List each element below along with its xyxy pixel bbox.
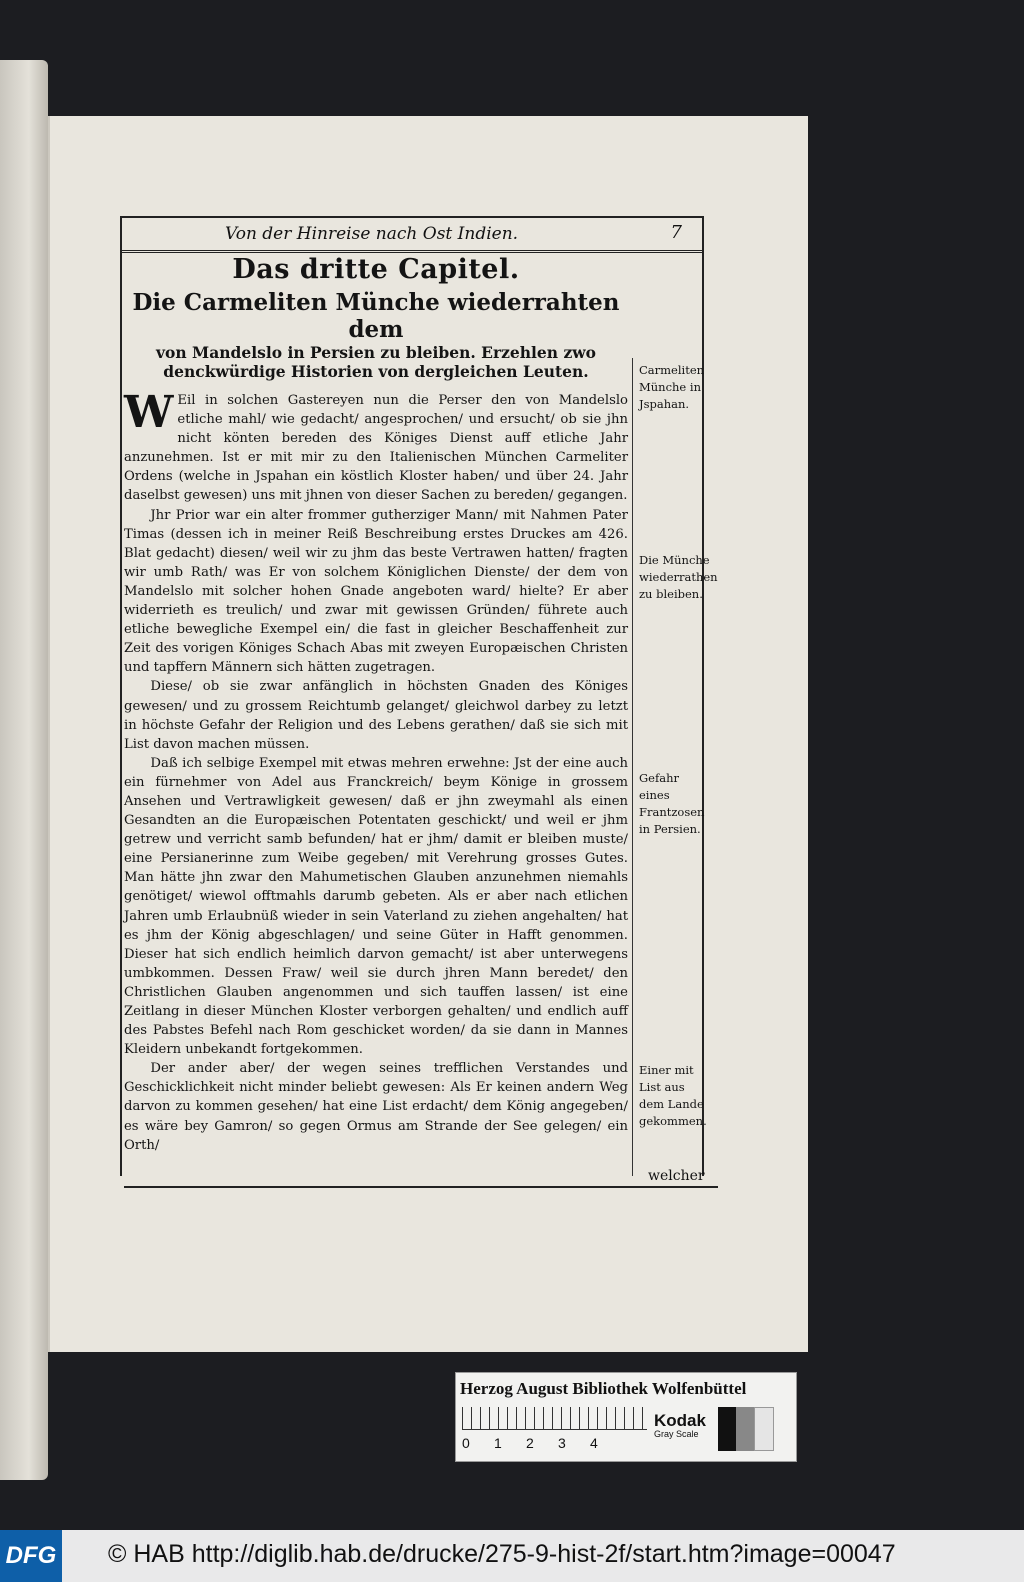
ruler-number: 3 xyxy=(558,1435,566,1451)
gray-scale-label: Gray Scale xyxy=(654,1429,699,1439)
frame-rule-bottom xyxy=(124,1186,718,1188)
ruler-numbers xyxy=(462,1435,652,1451)
margin-note: Einer mit List aus dem Lande gekommen. xyxy=(639,1063,707,1128)
gray-patch-black xyxy=(718,1407,736,1451)
footer-bar xyxy=(0,1530,1024,1582)
paragraph: Daß ich selbige Exempel mit etwas mehren erwehne: Jst der eine auch ein fürnehmer von Adel aus Franckreich/ beym Könige in grossem Ansehen und Vertrawligkeit gewesen/ daß er jhn zweymahl als einen Gesandten an die Europæischen Potentaten geschickt/ und weil er jhm getrew und verricht samb befunden/ hat er jhm/ damit er bleiben muste/ eine Persianerinne zum Weibe gegeben/ mit Verehrung grosses Gutes. Man hätte jhn zwar den Mahumetischen Glauben anzunehmen niemahls genötiget/ wiewol offtmahls darumb gebeten. Als er aber nach etlichen Jahren umb Erlaubnüß wieder in sein Vaterland zu ziehen angehalten/ hat es jhm der König abgeschlagen/ und seine Güter in Hafft genommen. Dieser hat sich endlich heimlich darvon gemacht/ ist aber unterwegens umbkommen. Dessen Fraw/ weil sie durch jhren Mann beredet/ den Christlichen Glauben angenommen und sich tauffen lassen/ ist eine Zeitlang in dieser München Kloster verborgen gehalten/ und endlich auff des Pabstes Befehl nach Rom geschicket worden/ da sie dann in Mannes Kleidern unbekandt fortgekommen. xyxy=(124,755,628,1058)
ruler-number: 4 xyxy=(590,1435,598,1451)
main-text-block xyxy=(124,254,628,1155)
kodak-brand: Kodak xyxy=(654,1411,706,1430)
book-page xyxy=(48,116,808,1352)
ruler-number: 1 xyxy=(494,1435,502,1451)
running-head-title: Von der Hinreise nach Ost Indien. xyxy=(225,224,519,244)
chapter-summary-line1: Die Carmeliten Münche wiederrahten dem xyxy=(132,289,620,343)
dfg-logo: DFG xyxy=(0,1530,62,1582)
page-number: 7 xyxy=(670,222,682,243)
institution-label: Herzog August Bibliothek Wolfenbüttel xyxy=(460,1379,747,1398)
margin-note: Die Münche wiederrathen zu bleiben. xyxy=(639,553,718,601)
chapter-title: Das dritte Capitel. xyxy=(232,254,520,285)
paragraph: Der ander aber/ der wegen seines trefflichen Verstandes und Geschicklichkeit nicht minder beliebt gewesen: Als Er keinen andern Weg darvon zu kommen gesehen/ hat eine List erdacht/ dem König angegeben/ es wäre bey Gamron/ so gegen Ormus am Strande der See gelegen/ ein Orth/ xyxy=(124,1061,628,1153)
gray-patch-mid xyxy=(736,1407,754,1451)
paragraph: WEil in solchen Gastereyen nun die Perser den von Mandelslo etliche mahl/ wie gedacht/ angesprochen/ und ersucht/ ob sie jhn nicht könten bereden des Königes Dienst auff etliche Jahr anzunehmen. Ist er mit mir zu den Italienischen München Carmeliter Ordens (welche in Jspahan ein köstlich Kloster haben/ und über 24. Jahr daselbst gewesen) uns mit jhnen von dieser Sachen zu bereden/ gegangen. xyxy=(124,387,628,504)
margin-note: Carmeliten Münche in Jspahan. xyxy=(639,363,705,411)
facing-page-edge xyxy=(0,60,48,1480)
paragraph: Diese/ ob sie zwar anfänglich in höchsten Gnaden des Königes gewesen/ und zu grossem Reichtumb gelanget/ gleichwol darbey zu letzt in höchste Gefahr der Religion und des Lebens gerathen/ daß sie sich mit List davon machen müssen. xyxy=(124,679,628,752)
chapter-summary xyxy=(124,289,628,381)
ruler-number: 2 xyxy=(526,1435,534,1451)
chapter-summary-line2: von Mandelslo in Persien zu bleiben. Erzehlen zwo denckwürdige Historien von dergleichen Leuten. xyxy=(156,343,596,381)
ruler-scale xyxy=(462,1407,647,1430)
catchword: welcher xyxy=(648,1168,705,1184)
ruler-number: 0 xyxy=(462,1435,470,1451)
paragraph: Jhr Prior war ein alter frommer gutherziger Mann/ mit Nahmen Pater Timas (dessen ich in meiner Reiß Beschreibung erstes Druckes am 426. Blat gedacht) diesen/ weil wir zu jhm das beste Vertrawen hatten/ fragten wir umb Rath/ was Er von solchem Königlichen Dienste/ der dem von Mandelslo mit solcher hohen Gnade angeboten ward/ hielte? Er aber widerrieth es treulich/ und zwar mit gewissen Gründen/ führete auch etliche bewegliche Exempel ein/ die fast in gleicher Beschaffenheit zur Zeit des vorigen Königes Schach Abas mit zweyen Europæischen Christen und tapffern Männern sich hätten zugetragen. xyxy=(124,507,628,676)
margin-note: Gefahr eines Frantzosen in Persien. xyxy=(639,771,705,836)
color-calibration-target xyxy=(455,1372,797,1462)
footer-credit-link[interactable]: © HAB http://diglib.hab.de/drucke/275-9-hist-2f/start.htm?image=00047 xyxy=(108,1540,896,1568)
gray-patch-white xyxy=(754,1407,774,1451)
